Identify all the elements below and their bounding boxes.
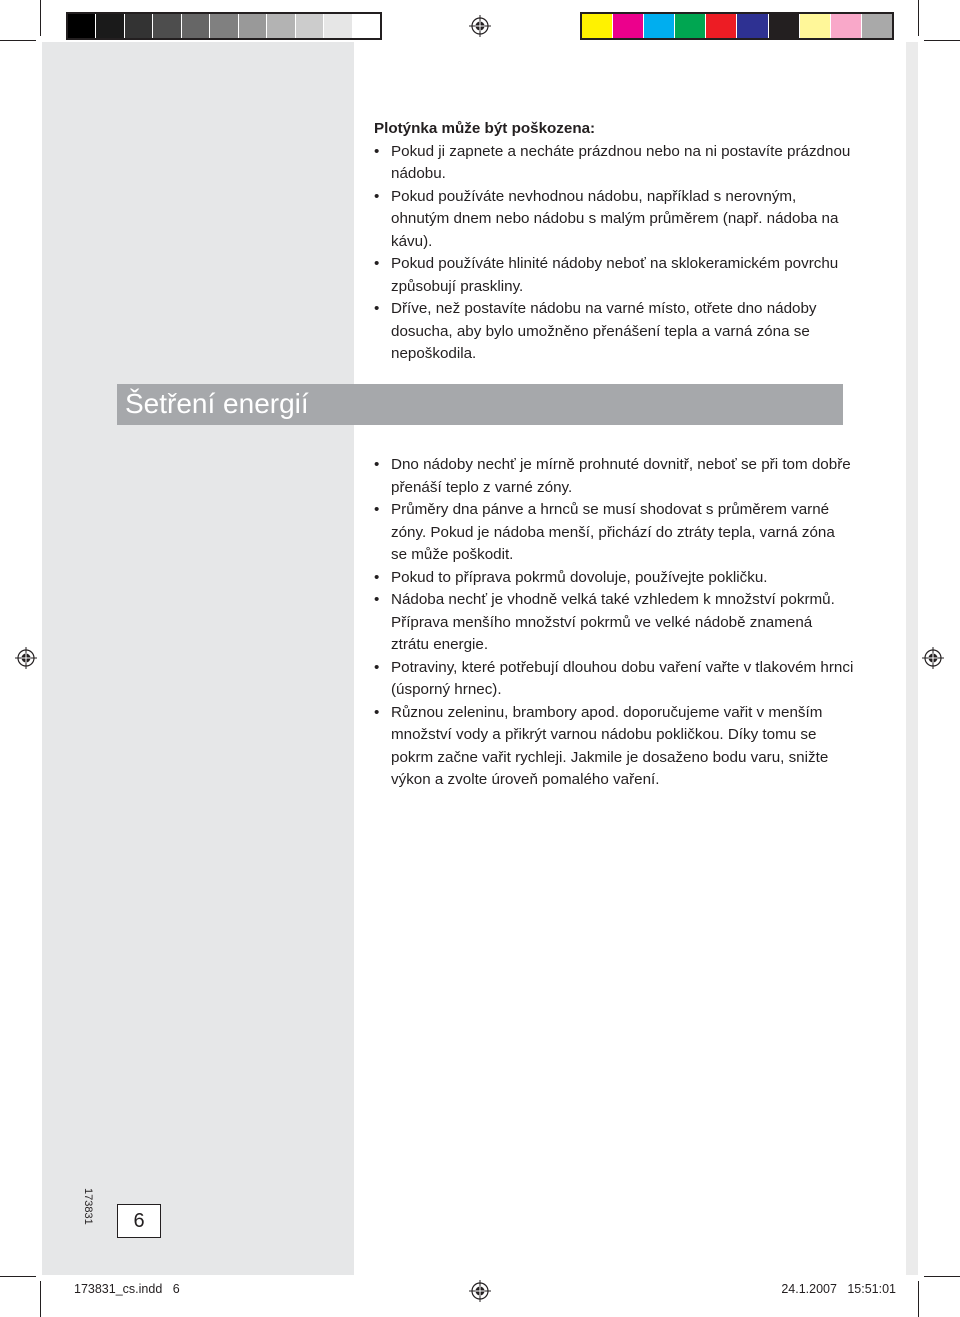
color-swatch [324,14,352,38]
warning-title: Plotýnka může být poškozena: [374,120,596,137]
energy-saving-list [374,454,854,792]
color-swatch [68,14,96,38]
color-swatch [125,14,153,38]
side-product-code: 173831 [82,1188,94,1225]
color-swatch [831,14,862,38]
energy-saving-block [374,454,854,792]
section-header-bar [117,384,843,425]
color-swatch [210,14,238,38]
list-item: • Různou zeleninu, brambory apod. doporučujeme vařit v menším množství vody a přikrýt varnou nádobu pokličkou. Díky tomu se pokrm začne vařit rychleji. Jakmile je dosaženo bodu varu, snižte výkon a zvolte úroveň pomalého vaření. [374,702,854,792]
crop-mark [924,40,960,41]
warning-block [374,118,854,366]
list-item: • Pokud ji zapnete a necháte prázdnou nebo na ni postavíte prázdnou nádobu. [374,141,854,186]
list-item: • Nádoba nechť je vhodně velká také vzhledem k množství pokrmů. Příprava menšího množství pokrmů ve velké nádobě znamená ztrátu energie. [374,589,854,657]
color-swatch [353,14,380,38]
section-title: Šetření energií [125,388,309,419]
right-margin-band [906,42,918,1275]
color-swatch [239,14,267,38]
color-swatch [267,14,295,38]
list-item: • Potraviny, které potřebují dlouhou dobu vaření vařte v tlakovém hrnci (úsporný hrnec). [374,657,854,702]
crop-mark [40,1281,41,1317]
warning-list [374,141,854,366]
crop-mark [0,1276,36,1277]
color-swatch [800,14,831,38]
list-item: • Průměry dna pánve a hrnců se musí shodovat s průměrem varné zóny. Pokud je nádoba menší, přichází do ztráty tepla, varná zóna se může poškodit. [374,499,854,567]
registration-mark-icon [15,647,37,669]
color-swatch [769,14,800,38]
list-item: • Dno nádoby nechť je mírně prohnuté dovnitř, neboť se při tom dobře přenáší teplo z varné zóny. [374,454,854,499]
list-item: • Dříve, než postavíte nádobu na varné místo, otřete dno nádoby dosucha, aby bylo umožněno přenášení tepla a varná zóna se nepoškodila. [374,298,854,366]
registration-mark-icon [469,15,491,37]
color-swatch [675,14,706,38]
color-swatch [737,14,768,38]
footer-timestamp: 24.1.2007 15:51:01 [781,1282,896,1296]
color-swatch [613,14,644,38]
color-swatch [862,14,892,38]
registration-mark-icon [469,1280,491,1302]
list-item: • Pokud to příprava pokrmů dovoluje, používejte pokličku. [374,567,854,590]
crop-mark [40,0,41,36]
list-item: • Pokud používáte nevhodnou nádobu, například s nerovným, ohnutým dnem nebo nádobu s malým průměrem (např. nádoba na kávu). [374,186,854,254]
color-swatch [96,14,124,38]
process-color-bar [580,12,894,40]
crop-mark [924,1276,960,1277]
color-swatch [296,14,324,38]
color-swatch [706,14,737,38]
crop-mark [918,1281,919,1317]
crop-mark [918,0,919,36]
color-swatch [644,14,675,38]
registration-mark-icon [922,647,944,669]
color-swatch [153,14,181,38]
grayscale-color-bar [66,12,382,40]
left-margin-band [42,42,354,1275]
footer-filename: 173831_cs.indd 6 [74,1282,180,1296]
page-number: 6 [117,1204,161,1238]
list-item: • Pokud používáte hlinité nádoby neboť na sklokeramickém povrchu způsobují praskliny. [374,253,854,298]
crop-mark [0,40,36,41]
color-swatch [582,14,613,38]
color-swatch [182,14,210,38]
